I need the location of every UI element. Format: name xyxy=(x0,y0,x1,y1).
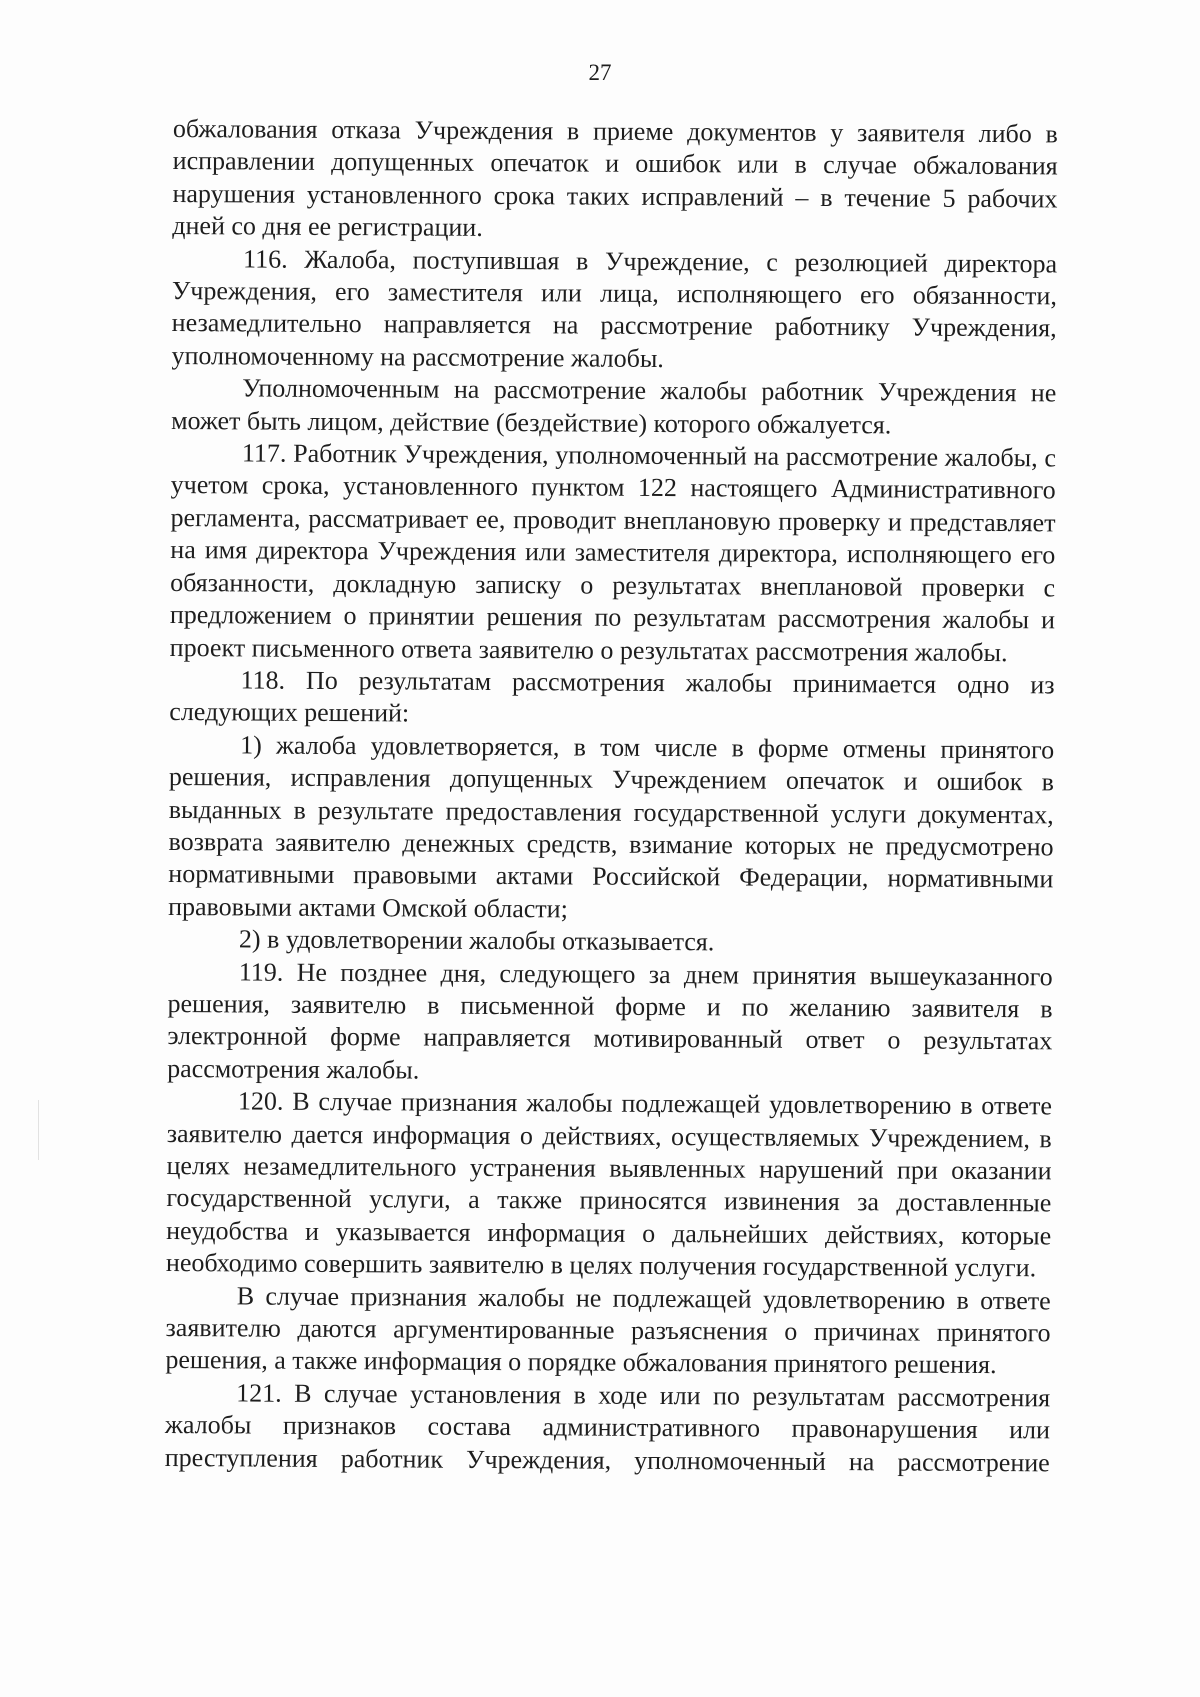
paragraph-authorized-employee: Уполномоченным на рассмотрение жалобы работник Учреждения не может быть лицом, действие (бездействие) которого обжалуется. xyxy=(171,373,1057,440)
paragraph-120: 120. В случае признания жалобы подлежащей удовлетворению в ответе заявителю дается информация о действиях, осуществляемых Учреждением, в целях незамедлительного устранения выявленных нарушений при оказании государственной услуги, а также приносятся извинения за доставленные неудобства и указывается информация о дальнейших действиях, которые необходимо совершить заявителю в целях получения государственной услуги. xyxy=(165,1086,1053,1283)
paragraph-121: 121. В случае установления в ходе или по результатам рассмотрения жалобы признаков состава административного правонарушения или преступления работник Учреждения, уполномоченный на рассмотрение xyxy=(164,1378,1051,1478)
list-item-1: 1) жалоба удовлетворяется, в том числе в форме отмены принятого решения, исправления допущенных Учреждением опечаток и ошибок в выданных в результате предоставления государственной услуги документах, возврата заявителю денежных средств, взимание которых не предусмотрено нормативными правовыми актами Российской Федерации, нормативными правовыми актами Омской области; xyxy=(168,730,1055,924)
paragraph-continued-appeal-deadline: обжалования отказа Учреждения в приеме документов у заявителя либо в исправлении допущенных опечаток и ошибок или в случае обжалования нарушения установленного срока таких исправлений – в течение 5 рабочих дней со дня ее регистрации. xyxy=(172,113,1058,243)
paragraph-116: 116. Жалоба, поступившая в Учреждение, с резолюцией директора Учреждения, его заместителя или лица, исполняющего его обязанности, незамедлительно направляется на рассмотрение работнику Учреждения, уполномоченному на рассмотрение жалобы. xyxy=(171,244,1058,373)
page-number: 27 xyxy=(588,60,612,85)
paragraph-118: 118. По результатам рассмотрения жалобы принимается одно из следующих решений: xyxy=(169,665,1055,728)
scan-artifact-line xyxy=(38,1100,39,1160)
paragraph-rejection-response: В случае признания жалобы не подлежащей удовлетворению в ответе заявителю даются аргументированные разъяснения о причинах принятого решения, а также информация о порядке обжалования принятого решения. xyxy=(165,1281,1051,1380)
paragraph-119: 119. Не позднее дня, следующего за днем принятия вышеуказанного решения, заявителю в письменной форме и по желанию заявителя в электронной форме направляется мотивированный ответ о результатах рассмотрения жалобы. xyxy=(167,956,1053,1085)
paragraph-117: 117. Работник Учреждения, уполномоченный на рассмотрение жалобы, с учетом срока, установленного пунктом 122 настоящего Административного регламента, рассматривает ее, проводит внеплановую проверку и представляет на имя директора Учреждения или заместителя директора, исполняющего его обязанности, докладную записку о результатах внеплановой проверки с предложением о принятии решения по результатам рассмотрения жалобы и проект письменного ответа заявителю о результатах рассмотрения жалобы. xyxy=(169,438,1056,667)
document-body xyxy=(165,113,1058,1479)
list-item-2: 2) в удовлетворении жалобы отказывается. xyxy=(238,924,715,957)
